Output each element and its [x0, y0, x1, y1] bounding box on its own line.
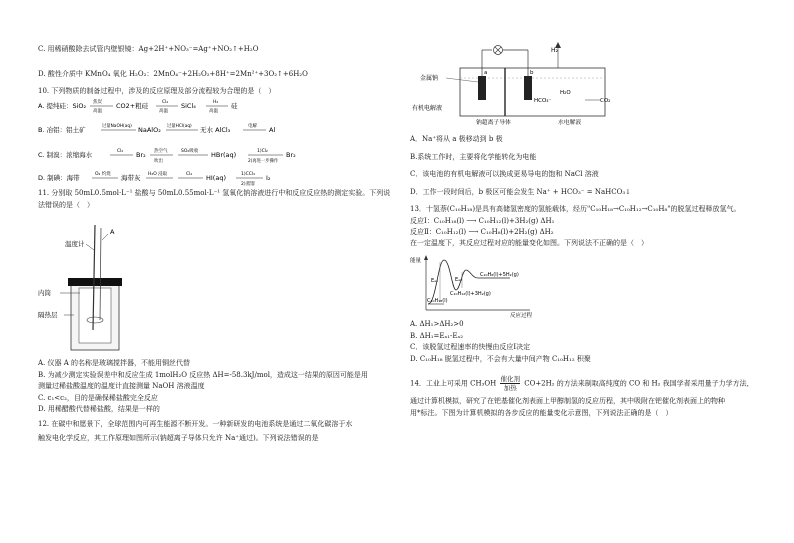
svg-text:HI(aq): HI(aq) — [206, 174, 226, 182]
svg-text:H₂: H₂ — [213, 100, 219, 105]
q10-flow-d — [38, 170, 378, 188]
catalyst-label: 催化剂 — [500, 375, 520, 383]
svg-text:水电解液: 水电解液 — [558, 120, 582, 126]
svg-text:Eₐ₂: Eₐ₂ — [455, 277, 463, 283]
svg-text:H₂: H₂ — [551, 47, 558, 54]
svg-text:CO₂: CO₂ — [600, 98, 611, 104]
svg-text:电解: 电解 — [248, 124, 257, 129]
label-a: A — [110, 228, 115, 236]
svg-text:C. 制溴：浓缩海水: C. 制溴：浓缩海水 — [38, 151, 93, 159]
svg-text:高温: 高温 — [93, 109, 102, 114]
q12-option-b: B.系统工作时，主要将化学能转化为电能 — [410, 153, 537, 161]
inner-beaker — [79, 288, 111, 343]
svg-text:H₂O: H₂O — [560, 90, 571, 96]
q10-flow-b — [38, 122, 368, 138]
svg-text:SiCl₄: SiCl₄ — [181, 102, 196, 110]
svg-text:有机电解液: 有机电解液 — [412, 105, 443, 112]
q13-option-b: B. ΔH₁=Eₐ₁-Eₐ₂ — [410, 332, 464, 340]
q11-stem-line2: 法错误的是（ ） — [38, 201, 94, 209]
svg-text:Cl₂: Cl₂ — [117, 149, 124, 154]
q13-prompt: 在一定温度下，其反应过程对应的能量变化如图。下列说法不正确的是（ ） — [410, 239, 648, 247]
svg-text:热空气: 热空气 — [154, 149, 168, 154]
svg-text:C₁₀H₈(l)+5H₂(g): C₁₀H₈(l)+5H₂(g) — [480, 272, 519, 278]
q13-option-d: D. C₁₀H₁₈ 脱氢过程中，不会有大量中间产物 C₁₀H₁₂ 积聚 — [410, 355, 591, 363]
svg-text:NaAlO₂: NaAlO₂ — [138, 126, 161, 134]
svg-text:B. 冶铝：铝土矿: B. 冶铝：铝土矿 — [38, 126, 86, 134]
svg-text:无水 AlCl₃: 无水 AlCl₃ — [200, 126, 231, 134]
svg-text:海带灰: 海带灰 — [121, 174, 141, 182]
svg-text:H₂O 浸取: H₂O 浸取 — [148, 172, 168, 177]
calorimeter-figure — [38, 220, 148, 355]
q9-option-c: C. 用稀硝酸除去试管内壁银镜：Ag+2H⁺+NO₃⁻=Ag⁺+NO₂↑+H₂O — [38, 45, 259, 53]
q13-stem: 13．十氢萘(C₁₀H₁₈)是具有高储氢密度的氢能载体，经历"C₁₀H₁₈→C₁₀H₁₂→C₁₀H₈"的脱氢过程释放氢气。 — [410, 205, 741, 213]
svg-text:HBr(aq): HBr(aq) — [211, 151, 237, 159]
svg-text:能量: 能量 — [410, 258, 422, 264]
svg-text:反应过程: 反应过程 — [510, 313, 533, 318]
label-inner: 内筒 — [38, 289, 51, 297]
q11-option-a: A. 仪器 A 的名称是玻璃搅拌器，不能用铜丝代替 — [38, 359, 191, 367]
svg-text:SO₂吸收: SO₂吸收 — [181, 149, 199, 154]
battery-figure — [410, 38, 620, 128]
svg-text:焦炭: 焦炭 — [93, 100, 102, 105]
q13-option-c: C．该脱氢过程速率的快慢由反应Ⅰ决定 — [410, 343, 531, 351]
svg-text:Al: Al — [269, 126, 276, 134]
q12-option-d: D．工作一段时间后，b 极区可能会发生 Na⁺ + HCO₃⁻ = NaHCO₃↓ — [410, 188, 632, 196]
q13-reaction-2: 反应Ⅱ：C₁₀H₁₂(l) ⟶ C₁₀H₈(l)+2H₂(g) ΔH₂ — [410, 228, 554, 236]
svg-text:C₁₀H₁₂(l)+3H₂(g): C₁₀H₁₂(l)+3H₂(g) — [450, 291, 491, 297]
svg-text:CO2+粗硅: CO2+粗硅 — [116, 102, 149, 110]
q10-stem: 10. 下列物质的制备过程中，涉及的反应原理及部分流程较为合理的是（ ） — [38, 87, 276, 95]
svg-text:过量HCl(aq): 过量HCl(aq) — [167, 124, 192, 129]
svg-text:1)CCl₄: 1)CCl₄ — [241, 172, 255, 177]
svg-text:高温: 高温 — [209, 109, 218, 114]
svg-text:Br₂: Br₂ — [286, 151, 296, 159]
svg-text:高温: 高温 — [159, 109, 168, 114]
energy-diagram — [410, 252, 570, 318]
q11-option-b-line2: 测量过稀盐酸温度的温度计直接测量 NaOH 溶液温度 — [38, 382, 205, 390]
label-insulation: 隔热层 — [38, 311, 58, 319]
svg-text:钠超离子导体: 钠超离子导体 — [476, 120, 511, 126]
svg-text:b: b — [530, 70, 534, 76]
svg-text:Eₐ₁: Eₐ₁ — [431, 278, 439, 284]
svg-text:硅: 硅 — [231, 102, 238, 110]
q14-stem-line1: 14．工业上可采用 CH₃OH 催化剂 加热 CO+2H₂ 的方法来制取高纯度的 CO 和 H₂ 我国学者采用量子力学方法， — [410, 375, 754, 392]
q11-stem-line1: 11. 分别取 50mL0.5mol·L⁻¹ 盐酸与 50mL0.55mol·L⁻¹ 氢氧化钠溶液进行中和反应反应热的测定实验。下列说 — [38, 189, 391, 197]
q9-option-d: D. 酸性介质中 KMnO₄ 氧化 H₂O₂：2MnO₄⁻+2H₂O₂+8H⁺=2Mn²⁺+3O₂↑+6H₂O — [38, 70, 308, 78]
q13-reaction-1: 反应Ⅰ：C₁₀H₁₈(l) ⟶ C₁₀H₁₂(l)+3H₂(g) ΔH₁ — [410, 217, 555, 225]
svg-text:C₁₀H₁₈(l): C₁₀H₁₈(l) — [427, 298, 448, 304]
label-thermometer: 温度计 — [65, 240, 85, 248]
q11-option-b-line1: B. 为减少测定实验误差中和反应生成 1molH₂O 反应热 ΔH=-58.3kJ/mol，造成这一结果的原因可能是用 — [38, 371, 368, 379]
svg-text:2)蒸馏: 2)蒸馏 — [241, 182, 255, 187]
q12-stem-line1: 12. 在碳中和愿景下，全球范围内可再生能源不断开发。一种新研发的电池系统是通过二氧化碳溶于水 — [38, 420, 353, 428]
q14-stem-line3: 用*标注。下图为计算机模拟的各步反应的能量变化示意图，下列说法正确的是（ ） — [410, 409, 673, 417]
svg-text:a: a — [484, 70, 488, 76]
q11-option-c: C. c₁<c₂，目的是确保稀盐酸完全反应 — [38, 394, 158, 402]
flow-a-pre: A. 提纯硅：SiO₂ — [38, 102, 87, 110]
q11-option-d: D. 用稀醋酸代替稀盐酸，结果是一样的 — [38, 405, 160, 413]
electrode-a — [478, 76, 486, 100]
q13-option-a: A. ΔH₁>ΔH₂>0 — [410, 320, 464, 328]
q14-stem-line2: 通过计算机模拟，研究了在钯基催化剂表面上甲醇制氢的反应历程，其中吸附在钯催化剂表面上的物种 — [410, 397, 725, 405]
q10-flow-a — [38, 98, 368, 114]
electrode-b — [524, 76, 532, 100]
svg-text:Cl₂: Cl₂ — [162, 100, 169, 105]
q12-option-c: C．该电池的有机电解液可以换成更易导电的饱和 NaCl 溶液 — [410, 170, 599, 178]
svg-text:I₂: I₂ — [266, 174, 271, 182]
svg-text:Br₂: Br₂ — [136, 151, 146, 159]
svg-text:Cl₂: Cl₂ — [186, 172, 193, 177]
svg-text:D. 制碘：海带: D. 制碘：海带 — [38, 174, 80, 182]
svg-text:HCO₃⁻: HCO₃⁻ — [534, 98, 552, 104]
svg-text:金属钠: 金属钠 — [420, 75, 439, 82]
svg-text:O₂ 灼烧: O₂ 灼烧 — [95, 172, 111, 177]
svg-text:吹出: 吹出 — [154, 159, 163, 164]
svg-text:1)Cl₂: 1)Cl₂ — [257, 149, 268, 154]
lid — [68, 278, 122, 286]
q10-flow-c — [38, 147, 378, 165]
svg-text:2)再进一步操作: 2)再进一步操作 — [248, 159, 279, 164]
q12-option-a: A．Na⁺将从 a 极移动到 b 极 — [410, 135, 503, 143]
q12-stem-line2: 触发电化学反应，其工作原理如图所示(钠超离子导体只允许 Na⁺通过)。下列说法错误的是 — [38, 434, 319, 442]
svg-text:过量NaOH(aq): 过量NaOH(aq) — [102, 124, 132, 129]
heat-label: 加热 — [503, 384, 517, 392]
